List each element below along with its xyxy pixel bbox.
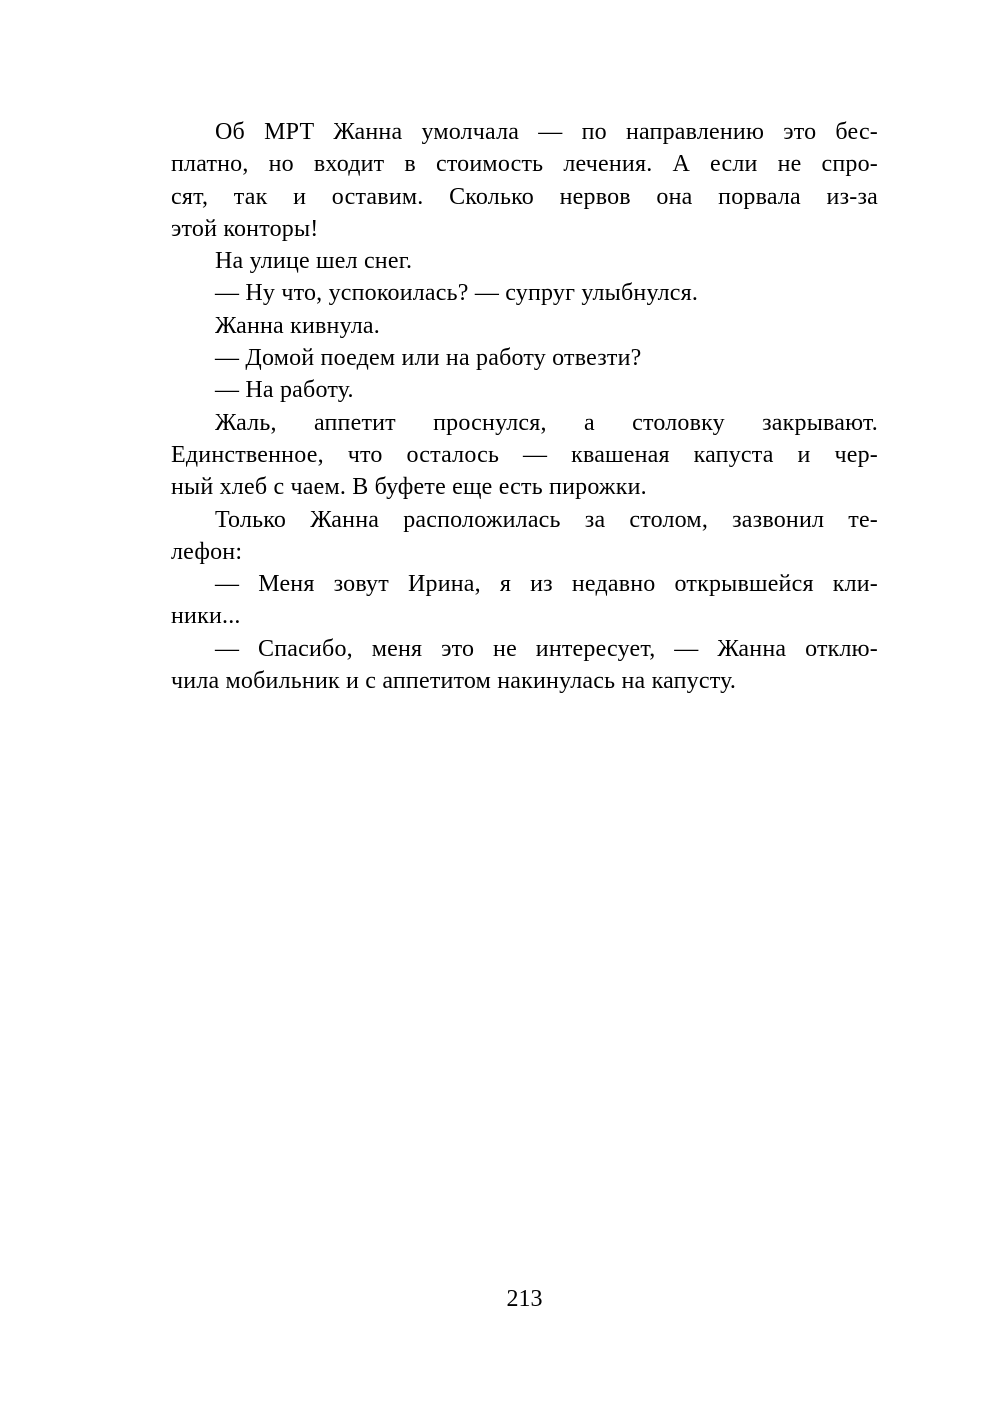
- text-line: — На работу.: [215, 377, 354, 404]
- text-line: Об МРТ Жанна умолчала — по направлению это бес-: [215, 119, 878, 145]
- paragraph: [171, 504, 878, 569]
- paragraph: [171, 310, 878, 342]
- text-line: лефон:: [171, 538, 243, 565]
- paragraph: [171, 374, 878, 406]
- text-line: Жаль, аппетит проснулся, а столовку закрывают.: [215, 409, 878, 436]
- page-number: 213: [506, 1286, 543, 1312]
- paragraph: [171, 407, 878, 504]
- paragraph: [171, 342, 878, 374]
- text-line: ники...: [171, 603, 241, 630]
- text-line: На улице шел снег.: [215, 248, 413, 275]
- text-line: Жанна кивнула.: [215, 312, 380, 339]
- paragraph: [171, 568, 878, 633]
- text-line: чила мобильник и с аппетитом накинулась на капусту.: [171, 668, 737, 695]
- text-line: сят, так и оставим. Сколько нервов она порвала из-за: [171, 183, 878, 210]
- text-line: — Меня зовут Ирина, я из недавно открывшейся кли-: [215, 571, 878, 598]
- text-line: — Домой поедем или на работу отвезти?: [215, 345, 642, 372]
- text-line: — Спасибо, меня это не интересует, — Жанна отклю-: [215, 635, 878, 662]
- text-line: платно, но входит в стоимость лечения. А если не спро-: [171, 151, 878, 178]
- paragraph: [171, 245, 878, 277]
- page-text: [171, 116, 878, 697]
- text-line: ный хлеб с чаем. В буфете еще есть пирожки.: [171, 474, 647, 501]
- text-line: этой конторы!: [171, 215, 319, 242]
- paragraph: [171, 277, 878, 309]
- text-line: — Ну что, успокоилась? — супруг улыбнулся.: [215, 280, 699, 307]
- paragraph: [171, 633, 878, 698]
- paragraph: [171, 116, 878, 245]
- text-line: Единственное, что осталось — квашеная капуста и чер-: [171, 441, 878, 468]
- text-line: Только Жанна расположилась за столом, зазвонил те-: [215, 506, 878, 533]
